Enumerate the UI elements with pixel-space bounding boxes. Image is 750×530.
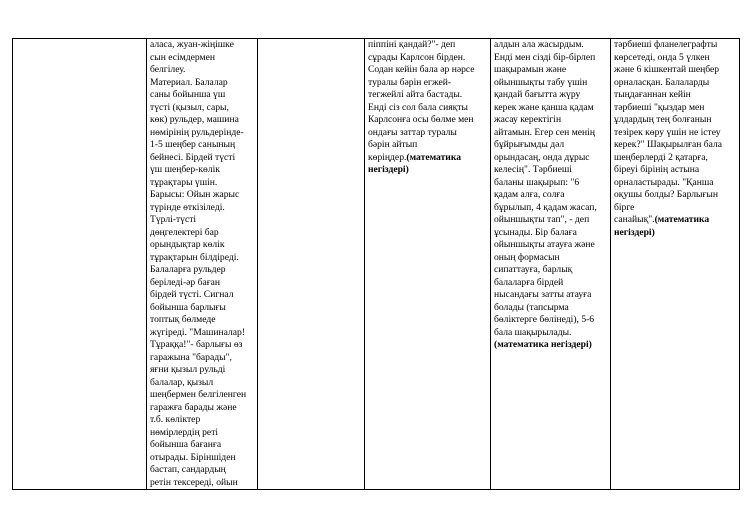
table-cell-flannelgraph-task [611, 39, 740, 490]
cell-body-text: алдын ала жасырдым. Енді мен сізді бір-бірлеп шақырамын және ойыншықты табу үшін қандай бағытта жүру керек және қанша қадам жасау керектігін айтамын. Егер сен менің бұйрығымды дәл орындасаң, онда дұрыс келесің". Тәрбиеші баланы шақырып: "6 қадам алға, солға бұрылып, 4 қадам жасап, ойыншықты тап", - деп ұсынады. Бір балаға ойыншықты атауға және оның формасын сипаттауға, барлық балаларға бірдей нысандағы затты атауға болады (тапсырма бөліктерге бөлінеді), 5-6 бала шақырылады. [494, 39, 597, 338]
cell-body-text: тәрбиеші фланелеграфты көрсетеді, онда 5 үлкен және 6 кішкентай шеңбер орналасқан. Балаларды тыңдағаннан кейін тәрбиеші "қыздар мен ұлдардың тең болғанын тезірек көру үшін не істеу керек?" Шақырылған бала шеңберлерді 2 қатарға, біреуі бірінің астына орналастырады. "Қанша оқушы болды? Барлығын бірге санайық". [614, 39, 723, 225]
table-cell-karlsson-story [365, 39, 491, 490]
table-cell-hidden-toy-game [491, 39, 611, 490]
subject-tag: (математика негіздері) [494, 339, 592, 350]
table-row [13, 39, 740, 490]
table-cell-empty-1 [13, 39, 147, 490]
cell-body-text: аласа, жуан-жіңішке сын есімдермен белгілеу. Материал. Балалар саны бойынша үш түсті (қызыл, сары, көк) рульдер, машина нөмірінің рульдерінде- 1-5 шеңбер санының бейнесі. Бірдей түсті үш шеңбер-көлік тұрақтары үшін. Барысы: Ойын жарыс түрінде өткізіледі. Түрлі-түсті дөңгелектері бар орындықтар көлік тұрақтарын білдіреді. Балаларға рульдер беріледі-әр баған бірдей түсті. Сигнал бойынша барлығы топтық бөлмеде жүгіреді. "Машиналар! Тұраққа!"- барлығы өз гаражына "барады", яғни қызыл рульді балалар, қызыл шеңбермен белгіленген гаражға барады және т.б. көліктер нөмірлердің реті бойынша бағанға отырады. Біріншіден бастап, сандардың ретін тексереді, ойын [150, 39, 247, 488]
subject-tag: (математика негіздері) [614, 214, 710, 238]
cell-body-text: піппіні қандай?"- деп сұрады Карлсон бірден. Содан кейін бала әр нәрсе туралы бәрін егжей- тегжейлі айта бастады. Енді сіз сол бала сияқты Карлсонға осы бөлме мен ондағы заттар туралы бәрін айтып көріңдер. [368, 39, 475, 163]
lesson-plan-table [12, 38, 740, 490]
table-cell-empty-3 [258, 39, 365, 490]
subject-tag: (математика негіздері) [368, 151, 462, 175]
table-cell-game-description [147, 39, 258, 490]
